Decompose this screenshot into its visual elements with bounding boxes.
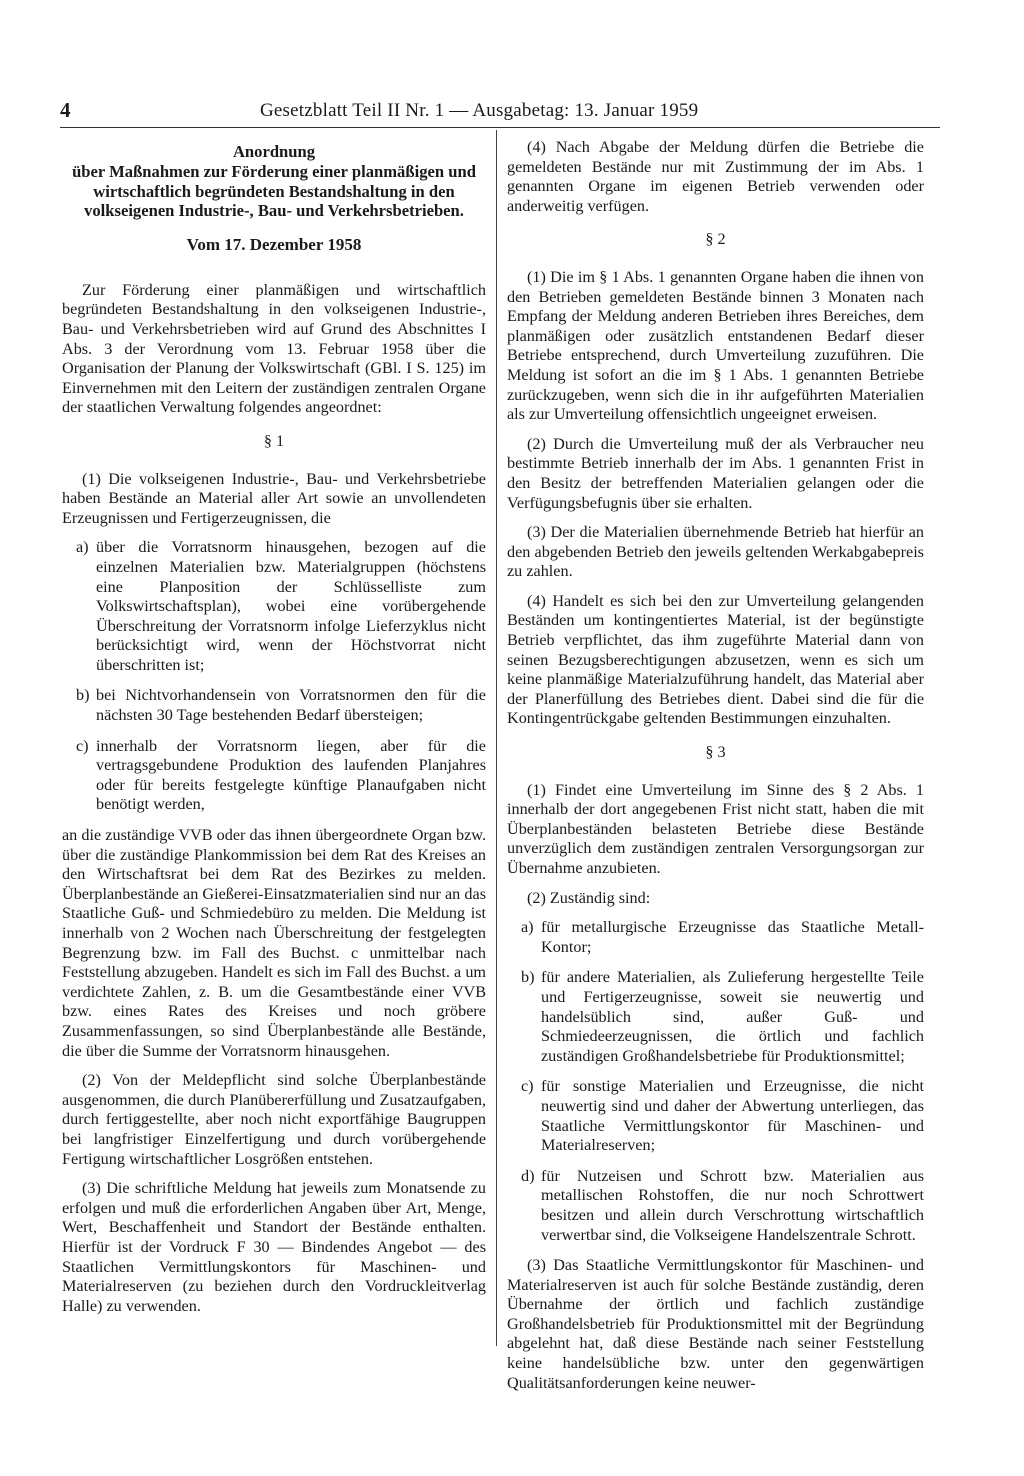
list-label: b) (521, 968, 535, 987)
header-rule (60, 127, 940, 128)
document-title (72, 142, 476, 221)
preamble: Zur Förderung einer planmäßigen und wirtschaftlich begründeten Bestandshaltung in den volkseigenen Industrie-, Bau- und Verkehrsbetrieben wird auf Grund des Abschnittes I Abs. 3 der Verordnung vom 13. Februar 1958 über die Organisation der Planung der Volkswirtschaft (GBl. I S. 125) im Einvernehmen mit den Leitern der zuständigen zentralen Organe der staatlichen Verwaltung folgendes angeordnet: (62, 280, 486, 417)
list-text: innerhalb der Vorratsnorm liegen, aber für die vertragsgebundene Produktion des laufenden Planjahres oder für bereits festgelegte künftige Planaufgaben nicht benötigt werden, (96, 736, 486, 814)
section-1-heading: § 1 (263, 431, 285, 450)
list-label: b) (76, 686, 90, 705)
page-number: 4 (60, 98, 71, 122)
list-text: für Nutzeisen und Schrott bzw. Materialien aus metallischen Rohstoffen, die nur noch Schrottwert besitzen und allein durch Verschrottung wirtschaftlich verwertbar sind, die Volkseigene Handelszentrale Schrott. (541, 1166, 924, 1244)
right-column (507, 138, 924, 1403)
list-text: über die Vorratsnorm hinausgehen, bezogen auf die einzelnen Materialien bzw. Materialgruppen (höchstens eine Planposition der Schlüsselliste zum Volkswirtschaftsplan), wobei eine vorübergehende Überschreitung der Vorratsnorm infolge Lieferzyklus nicht berücksichtigt wird, wenn der Höchstvorrat nicht überschritten ist; (96, 538, 486, 674)
column-divider (496, 130, 497, 1346)
running-head: Gesetzblatt Teil II Nr. 1 — Ausgabetag: 13. Januar 1959 (260, 100, 699, 121)
section-1-paragraph-3: (3) Die schriftliche Meldung hat jeweils zum Monatsende zu erfolgen und muß die erforderlichen Angaben über Art, Menge, Wert, Beschaffenheit und Standort der Bestände enthalten. Hierfür ist der Vordruck F 30 — Bindendes Angebot — des Staatlichen Vermittlungskontors für Maschinen- und Materialreserven (zu beziehen durch den Vordruckleitverlag Halle) zu verwenden. (62, 1179, 486, 1315)
section-2-paragraph-1: (1) Die im § 1 Abs. 1 genannten Organe haben die ihnen von den Betrieben gemeldeten Bestände binnen 3 Monaten nach Empfang der Meldung anderen Betrieben ihres Bereiches, dem planmäßigen oder zusätzlich entstandenen Bedarf dieser Betriebe entsprechend, durch Umverteilung zuzuführen. Die Meldung ist sofort an die im § 1 Abs. 1 genannten Betriebe zurückzugeben, wenn sich die in ihr aufgeführten Materialien als zur Umverteilung offensichtlich ungeeignet erweisen. (507, 267, 924, 424)
section-2-heading: § 2 (705, 230, 726, 249)
list-label: d) (521, 1166, 535, 1185)
section-1-paragraph-4: (4) Nach Abgabe der Meldung dürfen die Betriebe die gemeldeten Bestände nur mit Zustimmung der im Abs. 1 genannten Organe im eigenen Betrieb verwenden oder anderweitig verfügen. (507, 138, 924, 215)
section-2-paragraph-3: (3) Der die Materialien übernehmende Betrieb hat hierfür an den abgebenden Betrieb den jeweils geltenden Werkabgabepreis zu zahlen. (507, 523, 924, 581)
title-subject: über Maßnahmen zur Förderung einer planmäßigen und wirtschaftlich begründeten Bestandshaltung in den volkseigenen Industrie-, Bau- und Verkehrsbetrieben. (72, 161, 476, 221)
section-2-paragraph-2: (2) Durch die Umverteilung muß der als Verbraucher neu bestimmte Betrieb innerhalb der im Abs. 1 genannten Frist in den Besitz der betreffenden Materialien gelangen oder die Verfügungsbefugnis über sie erhalten. (507, 434, 924, 512)
page-header (60, 98, 940, 126)
section-3-heading: § 3 (705, 743, 726, 762)
list-label: a) (521, 918, 534, 937)
list-label: c) (521, 1077, 534, 1096)
section-1-paragraph-1-continued: an die zuständige VVB oder das ihnen übergeordnete Organ bzw. über die zuständige Plankommission bei dem Rat des Kreises an den Wirtschaftsrat bei dem Rat des Bezirkes zu melden. Überplanbestände an Gießerei-Einsatzmaterialien sind nur an das Staatliche Guß- und Schmiedebüro zu melden. Die Meldung ist innerhalb von 2 Wochen nach Überschreitung der festgelegten Begrenzung bzw. im Fall des Buchst. c unmittelbar nach Feststellung abzugeben. Handelt es sich im Fall des Buchst. a um verdichtete Zahlen, z. B. um die Gesamtbestände einer VVB bzw. eines Rates des Kreises und noch gröbere Zusammenfassungen, so sind Überplanbestände alle Bestände, die über die Summe der Vorratsnorm hinausgehen. (62, 826, 486, 1060)
list-text: für sonstige Materialien und Erzeugnisse, die nicht neuwertig sind und daher der Abwertung unterliegen, das Staatliche Vermittlungskontor für Maschinen- und Materialreserven; (541, 1077, 924, 1155)
list-item-c (521, 1077, 924, 1155)
document-date: Vom 17. Dezember 1958 (186, 235, 362, 255)
section-1-paragraph-2: (2) Von der Meldepflicht sind solche Überplanbestände ausgenommen, die durch Planübererfüllung und Zusatzaufgaben, durch fertiggestellte, aber noch nicht exportfähige Baugruppen bei langfristiger Einzelfertigung und durch vorübergehende Fertigung wirtschaftlicher Losgrößen entstehen. (62, 1071, 486, 1168)
list-text: für metallurgische Erzeugnisse das Staatliche Metall-Kontor; (541, 918, 924, 956)
list-item-a (521, 918, 924, 957)
list-text: bei Nichtvorhandensein von Vorratsnormen den für die nächsten 30 Tage bestehenden Bedarf übersteigen; (96, 686, 486, 725)
list-label: c) (76, 736, 89, 755)
section-3-paragraph-3: (3) Das Staatliche Vermittlungskontor für Maschinen- und Materialreserven ist auch für solche Bestände zuständig, deren Übernahme der örtlich und fachlich zuständige Großhandelsbetrieb für Produktionsmittel mit der Begründung abgelehnt hat, daß diese Bestände nach seiner Feststellung keine handelsübliche bzw. unter den gegenwärtigen Qualitätsanforderungen keine neuwer- (507, 1256, 924, 1392)
section-3-paragraph-2: (2) Zuständig sind: (527, 888, 651, 907)
list-label: a) (76, 538, 89, 557)
title-heading: Anordnung (232, 142, 316, 161)
section-1-paragraph-1: (1) Die volkseigenen Industrie-, Bau- und Verkehrsbetriebe haben Bestände an Material aller Art sowie an unvollendeten Erzeugnissen und Fertigerzeugnissen, die (62, 469, 486, 527)
section-2-paragraph-4: (4) Handelt es sich bei den zur Umverteilung gelangenden Beständen um kontingentiertes Material, ist der begünstigte Betrieb verpflichtet, das ihm zugeführte Material dann von seinen Bezugsberechtigungen abzusetzen, wenn es sich um keine planmäßige Materialzuführung handelt, das Material aber der Planerfüllung des Betriebes dient. Dabei sind die für die Kontingentrückgabe geltenden Bestimmungen einzuhalten. (507, 591, 924, 728)
list-item-b (521, 968, 924, 1066)
left-column (62, 138, 486, 1326)
section-3-paragraph-1: (1) Findet eine Umverteilung im Sinne des § 2 Abs. 1 innerhalb der dort angegebenen Frist nicht statt, haben die mit Überplanbeständen belasteten Betriebe diese Bestände unverzüglich dem zuständigen zentralen Versorgungsorgan zur Übernahme anzubieten. (507, 780, 924, 877)
list-item-b (76, 686, 486, 725)
list-text: für andere Materialien, als Zulieferung hergestellte Teile und Fertigerzeugnisse, soweit sie neuwertig und handelsüblich sind, außer Guß- und Schmiedeerzeugnissen, die örtlich und fachlich zuständigen Großhandelsbetriebe für Produktionsmittel; (541, 968, 924, 1065)
list-item-c (76, 737, 486, 815)
list-item-d (521, 1167, 924, 1245)
list-item-a (76, 538, 486, 675)
